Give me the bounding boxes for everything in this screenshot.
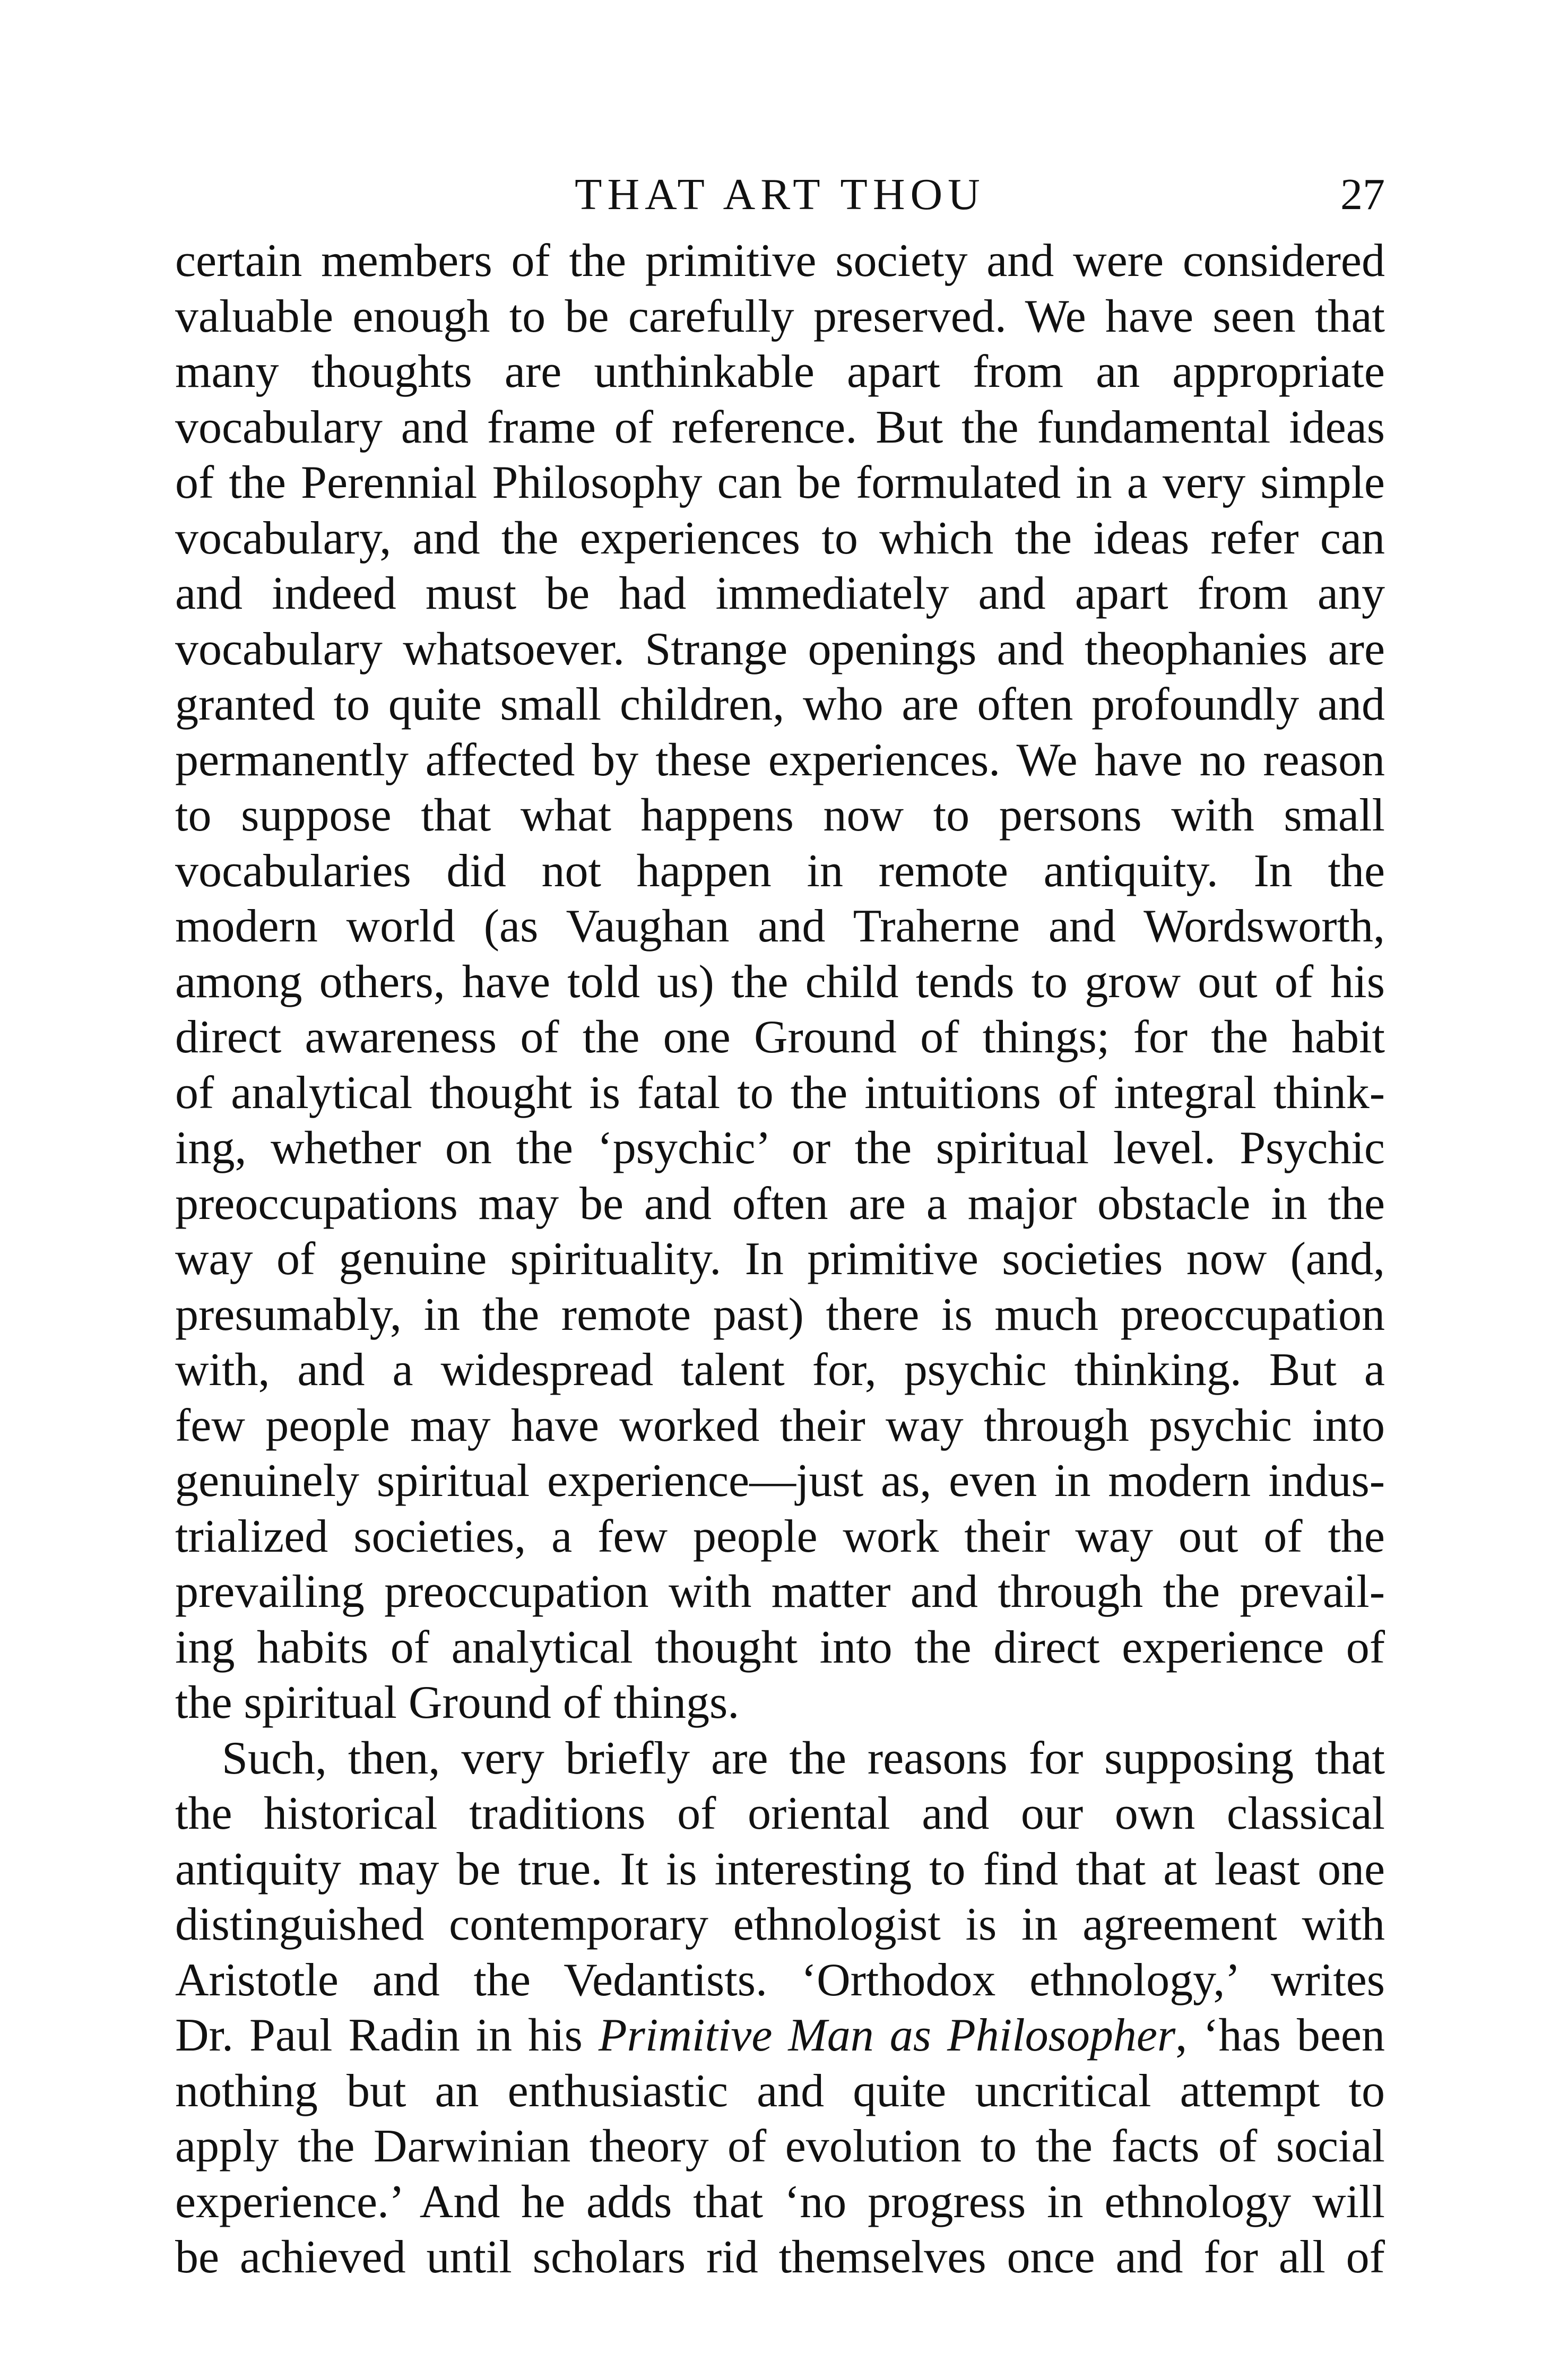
page-number: 27 [1340,170,1385,219]
text-line: trialized societies, a few people work their way out of the [175,1510,1385,1562]
text-line: and indeed must be had immediately and apart from any [175,568,1385,619]
text-line: modern world (as Vaughan and Traherne and Wordsworth, [175,901,1385,952]
text-line: to suppose that what happens now to persons with small [175,790,1385,841]
running-head [175,166,1385,224]
text-line: few people may have worked their way through psychic into [175,1399,1385,1451]
text-line: of analytical thought is fatal to the intuitions of integral think- [175,1067,1385,1119]
text-line: vocabulary and frame of reference. But the fundamental ideas [175,401,1385,453]
text-line: genuinely spiritual experience—just as, even in modern indus- [175,1455,1385,1507]
text-line: presumably, in the remote past) there is much preoccupation [175,1288,1385,1340]
text-line: distinguished contemporary ethnologist is in agreement with [175,1899,1385,1950]
text-line: vocabularies did not happen in remote antiquity. In the [175,845,1385,897]
text-line: vocabulary whatsoever. Strange openings and theophanies are [175,623,1385,675]
text-line: granted to quite small children, who are often profoundly and [175,679,1385,730]
text-line: certain members of the primitive society and were considered [175,235,1385,287]
text-line: direct awareness of the one Ground of things; for the habit [175,1011,1385,1063]
paragraph-last-line: the spiritual Ground of things. [175,1677,740,1728]
text-line: be achieved until scholars rid themselves once and for all of [175,2231,1385,2283]
text-segment: Dr. Paul Radin in his [175,2010,599,2061]
text-line: permanently affected by these experiences. We have no reason [175,734,1385,786]
text-line: many thoughts are unthinkable apart from an appropriate [175,346,1385,397]
body-text [175,233,1385,2286]
running-title: THAT ART THOU [575,170,985,219]
text-line-with-book-title [175,2008,1385,2064]
text-line: valuable enough to be carefully preserved. We have seen that [175,290,1385,342]
text-line: ing, whether on the ‘psychic’ or the spiritual level. Psychic [175,1122,1385,1174]
text-line: apply the Darwinian theory of evolution to the facts of social [175,2121,1385,2172]
text-segment: , ‘has been [1175,2010,1385,2061]
text-line: among others, have told us) the child tends to grow out of his [175,956,1385,1008]
text-line: prevailing preoccupation with matter and through the prevail- [175,1566,1385,1618]
text-line: preoccupations may be and often are a major obstacle in the [175,1178,1385,1230]
text-line: antiquity may be true. It is interesting to find that at least one [175,1843,1385,1895]
text-line: nothing but an enthusiastic and quite uncritical attempt to [175,2065,1385,2117]
book-title: Primitive Man as Philosopher [598,2010,1176,2061]
text-line: with, and a widespread talent for, psychic thinking. But a [175,1344,1385,1396]
text-line: the historical traditions of oriental and our own classical [175,1788,1385,1839]
text-line: Aristotle and the Vedantists. ‘Orthodox ethnology,’ writes [175,1954,1385,2006]
text-line: of the Perennial Philosophy can be formulated in a very simple [175,457,1385,508]
text-line: experience.’ And he adds that ‘no progress in ethnology will [175,2176,1385,2228]
text-line: way of genuine spirituality. In primitive societies now (and, [175,1233,1385,1285]
text-line: vocabulary, and the experiences to which the ideas refer can [175,512,1385,564]
paragraph-first-line: Such, then, very briefly are the reasons for supposing that [222,1732,1385,1784]
text-line: ing habits of analytical thought into the direct experience of [175,1621,1385,1673]
